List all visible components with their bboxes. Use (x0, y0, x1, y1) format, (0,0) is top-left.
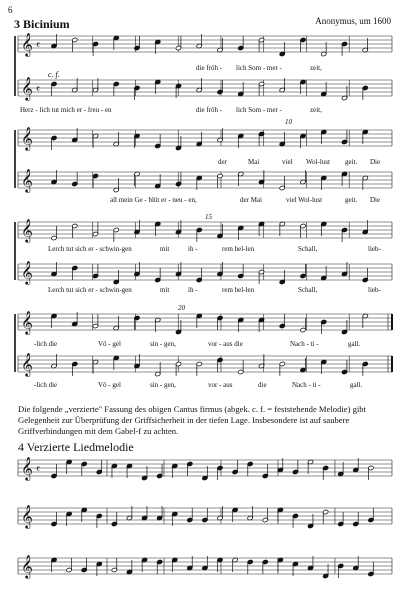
lyric: rem hel-len (222, 286, 255, 294)
treble-clef-icon: 𝄞 (21, 352, 33, 376)
lyric: -lich die (34, 381, 58, 389)
treble-clef-icon: 𝄞 (21, 32, 33, 56)
lyric: rem hel-len (222, 245, 255, 253)
treble-clef-icon: 𝄞 (21, 260, 33, 284)
lyric: Schall, (298, 245, 318, 253)
treble-clef-icon: 𝄞 (21, 218, 33, 242)
lyric: die (258, 381, 267, 389)
lyric: mit (160, 245, 170, 253)
composer-credit: Anonymus, um 1600 (315, 16, 391, 26)
page-number: 6 (8, 5, 13, 15)
lyric: all mein Ge - blüt er - neu - en, (110, 196, 197, 204)
measure-number: 15 (205, 213, 212, 221)
treble-clef-icon: 𝄞 (21, 168, 33, 192)
lyric: lieb- (368, 286, 381, 294)
treble-clef-icon: 𝄞 (21, 126, 33, 150)
lyric: Lerch tut sich er - schwin-gen (48, 286, 132, 294)
lyric: lieb- (368, 245, 381, 253)
lyric: Vö - gel (98, 340, 121, 348)
measure-number: 10 (285, 118, 292, 126)
lyric: sin - gen, (150, 381, 176, 389)
lyric: sin - gen, (150, 340, 176, 348)
lyric: viel Wol-lust (286, 196, 323, 204)
treble-clef-icon: 𝄞 (21, 504, 33, 528)
piece-3-title: 3 Bicinium (14, 17, 70, 31)
lyric: gall. (350, 381, 363, 389)
instruction-paragraph: Die folgende „verzierte" Fassung des obigen Cantus firmus (abgek. c. f. = feststehende Melodie) gibt Gelegenheit zur Überprüfung der Griffsicherheit in der tiefen Lage. Insbesondere ist auf saubere Griffverbindungen mit dem Gabel-f zu achten. (18, 404, 366, 436)
lyric: Vö - gel (98, 381, 121, 389)
lyric: die fröh - (196, 106, 223, 114)
cantus-firmus-label: c. f. (48, 70, 60, 79)
lyric: lich Som - mer - (236, 64, 282, 72)
treble-clef-icon: 𝄞 (21, 554, 33, 578)
lyric: mit (160, 286, 170, 294)
lyric: der (218, 158, 227, 166)
lyric: Schall, (298, 286, 318, 294)
lyric: der Mai (240, 196, 262, 204)
measure-number: 20 (178, 304, 185, 312)
lyric: vor - aus (208, 381, 233, 389)
piece-4-title: 4 Verzierte Liedmelodie (18, 440, 134, 454)
lyric: Herz - lich tut mich er - freu - en (20, 106, 112, 114)
lyric: ih - (188, 286, 198, 294)
time-signature: 𝄴 (36, 41, 41, 51)
lyric: gall. (348, 340, 361, 348)
lyric: geit. (345, 196, 358, 204)
lyric: zeit, (310, 106, 322, 114)
time-signature: 𝄴 (36, 85, 41, 95)
lyric: Lerch tut sich er - schwin-gen (48, 245, 132, 253)
lyric: viel (282, 158, 293, 166)
lyric: die fröh - (196, 64, 223, 72)
lyric: Nach - ti - (290, 340, 319, 348)
lyric: Wol-lust (306, 158, 330, 166)
lyric: Die (370, 158, 381, 166)
treble-clef-icon: 𝄞 (21, 310, 33, 334)
lyric: Mai (248, 158, 260, 166)
treble-clef-icon: 𝄞 (21, 76, 33, 100)
lyric: lich Som - mer - (236, 106, 282, 114)
lyric: Die (370, 196, 381, 204)
lyric: zeit, (310, 64, 322, 72)
time-signature: 𝄴 (36, 465, 41, 475)
lyric: -lich die (34, 340, 58, 348)
lyric: geit. (345, 158, 358, 166)
lyric: vor - aus die (208, 340, 243, 348)
lyric: ih - (188, 245, 198, 253)
treble-clef-icon: 𝄞 (21, 456, 33, 480)
lyric: Nach - ti - (292, 381, 321, 389)
